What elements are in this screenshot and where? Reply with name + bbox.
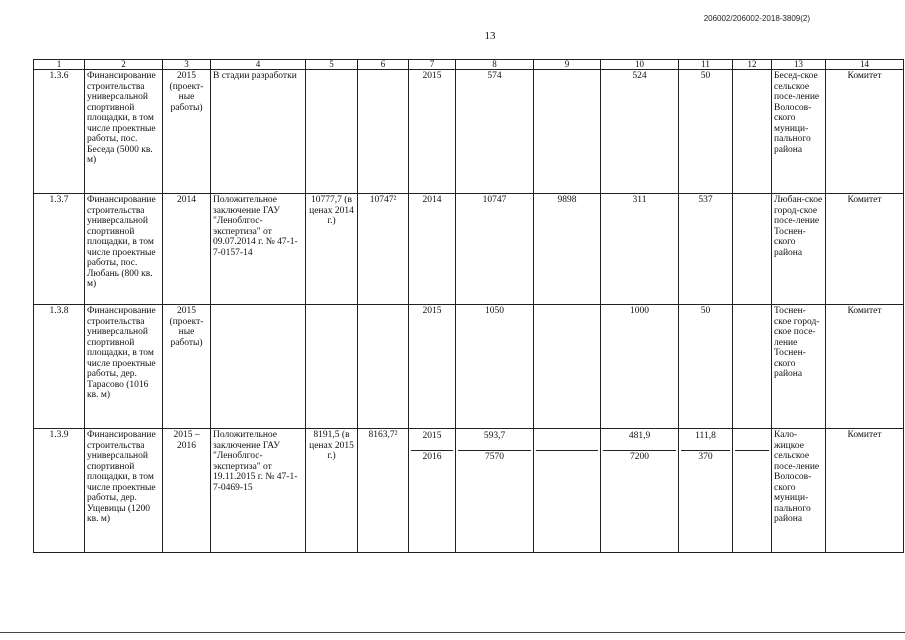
year-2016: 2016: [422, 452, 442, 462]
col-header: 9: [534, 60, 601, 70]
col-header: 10: [601, 60, 679, 70]
col-header: 14: [826, 60, 904, 70]
other-amount-2016: [735, 451, 769, 453]
contract-cost: 8163,7²: [358, 429, 409, 553]
municipality: Любан-ское город-ское посе-ление Тоснен-ского района: [772, 194, 826, 305]
row-number: 1.3.8: [34, 305, 85, 429]
table-row: [34, 70, 904, 194]
col-header: 7: [409, 60, 456, 70]
object-name: Финансирование строительства универсальной спортивной площадки, в том числе проектные работы, пос. Беседа (5000 кв. м): [85, 70, 163, 194]
other-amount-2015: [735, 430, 769, 451]
total-amount-2015: 593,7: [458, 430, 531, 451]
page-number: 13: [484, 30, 496, 42]
col-header: 11: [679, 60, 733, 70]
regional-amount: 524: [601, 70, 679, 194]
row-number: 1.3.7: [34, 194, 85, 305]
col-header: 3: [163, 60, 211, 70]
local-amount-cell: [679, 429, 733, 553]
year: 2014: [409, 194, 456, 305]
document-id: 206002/206002-2018-3809(2): [703, 14, 810, 23]
total-amount-2016: 7570: [485, 452, 504, 462]
total-amount: 10747: [456, 194, 534, 305]
local-amount-2015: 111,8: [681, 430, 730, 451]
period: 2015 (проект-ные работы): [163, 70, 211, 194]
local-amount-2016: 370: [698, 452, 713, 462]
total-amount: 574: [456, 70, 534, 194]
expertise: Положительное заключение ГАУ "Леноблгос-экспертиза" от 09.07.2014 г. № 47-1-7-0157-14: [211, 194, 306, 305]
col-header: 13: [772, 60, 826, 70]
table-row: [34, 305, 904, 429]
col-header: 2: [85, 60, 163, 70]
period: 2015 (проект-ные работы): [163, 305, 211, 429]
regional-amount-cell: [601, 429, 679, 553]
year-cell: [409, 429, 456, 553]
other-amount: [733, 70, 772, 194]
executor: Комитет: [826, 70, 904, 194]
col-header: 6: [358, 60, 409, 70]
header-row: [34, 60, 904, 70]
federal-amount: [534, 70, 601, 194]
expertise: [211, 305, 306, 429]
estimate-cost: [306, 305, 358, 429]
federal-amount-2015: [536, 430, 598, 451]
col-header: 8: [456, 60, 534, 70]
regional-amount: 311: [601, 194, 679, 305]
federal-amount-2016: [536, 451, 598, 453]
other-amount-cell: [733, 429, 772, 553]
federal-amount-cell: [534, 429, 601, 553]
regional-amount-2015: 481,9: [603, 430, 676, 451]
local-amount: 50: [679, 70, 733, 194]
year: 2015: [409, 305, 456, 429]
executor: Комитет: [826, 429, 904, 553]
municipality: Тоснен-ское город-ское посе-ление Тоснен-ского района: [772, 305, 826, 429]
period: 2014: [163, 194, 211, 305]
contract-cost: [358, 305, 409, 429]
estimate-cost: [306, 70, 358, 194]
row-number: 1.3.6: [34, 70, 85, 194]
total-amount: 1050: [456, 305, 534, 429]
expertise: Положительное заключение ГАУ "Леноблгос-экспертиза" от 19.11.2015 г. № 47-1-7-0469-15: [211, 429, 306, 553]
executor: Комитет: [826, 194, 904, 305]
period: 2015 – 2016: [163, 429, 211, 553]
object-name: Финансирование строительства универсальной спортивной площадки, в том числе проектные работы, дер. Тарасово (1016 кв. м): [85, 305, 163, 429]
total-amount-cell: [456, 429, 534, 553]
local-amount: 50: [679, 305, 733, 429]
local-amount: 537: [679, 194, 733, 305]
federal-amount: [534, 305, 601, 429]
year: 2015: [409, 70, 456, 194]
contract-cost: [358, 70, 409, 194]
object-name: Финансирование строительства универсальной спортивной площадки, в том числе проектные работы, дер. Ущевицы (1200 кв. м): [85, 429, 163, 553]
col-header: 5: [306, 60, 358, 70]
year-2015: 2015: [411, 430, 453, 451]
col-header: 12: [733, 60, 772, 70]
program-table: [33, 59, 904, 553]
other-amount: [733, 305, 772, 429]
executor: Комитет: [826, 305, 904, 429]
regional-amount: 1000: [601, 305, 679, 429]
estimate-cost: 8191,5 (в ценах 2015 г.): [306, 429, 358, 553]
row-number: 1.3.9: [34, 429, 85, 553]
page-edge-line: [0, 632, 905, 633]
expertise: В стадии разработки: [211, 70, 306, 194]
regional-amount-2016: 7200: [630, 452, 649, 462]
table-row: [34, 194, 904, 305]
table-row: [34, 429, 904, 553]
estimate-cost: 10777,7 (в ценах 2014 г.): [306, 194, 358, 305]
col-header: 4: [211, 60, 306, 70]
contract-cost: 10747²: [358, 194, 409, 305]
municipality: Бесед-ское сельское посе-ление Волосов-ского муници-пального района: [772, 70, 826, 194]
col-header: 1: [34, 60, 85, 70]
other-amount: [733, 194, 772, 305]
object-name: Финансирование строительства универсальной спортивной площадки, в том числе проектные работы, пос. Любань (800 кв. м): [85, 194, 163, 305]
federal-amount: 9898: [534, 194, 601, 305]
municipality: Кало-жицкое сельское посе-ление Волосов-ского муници-пального района: [772, 429, 826, 553]
